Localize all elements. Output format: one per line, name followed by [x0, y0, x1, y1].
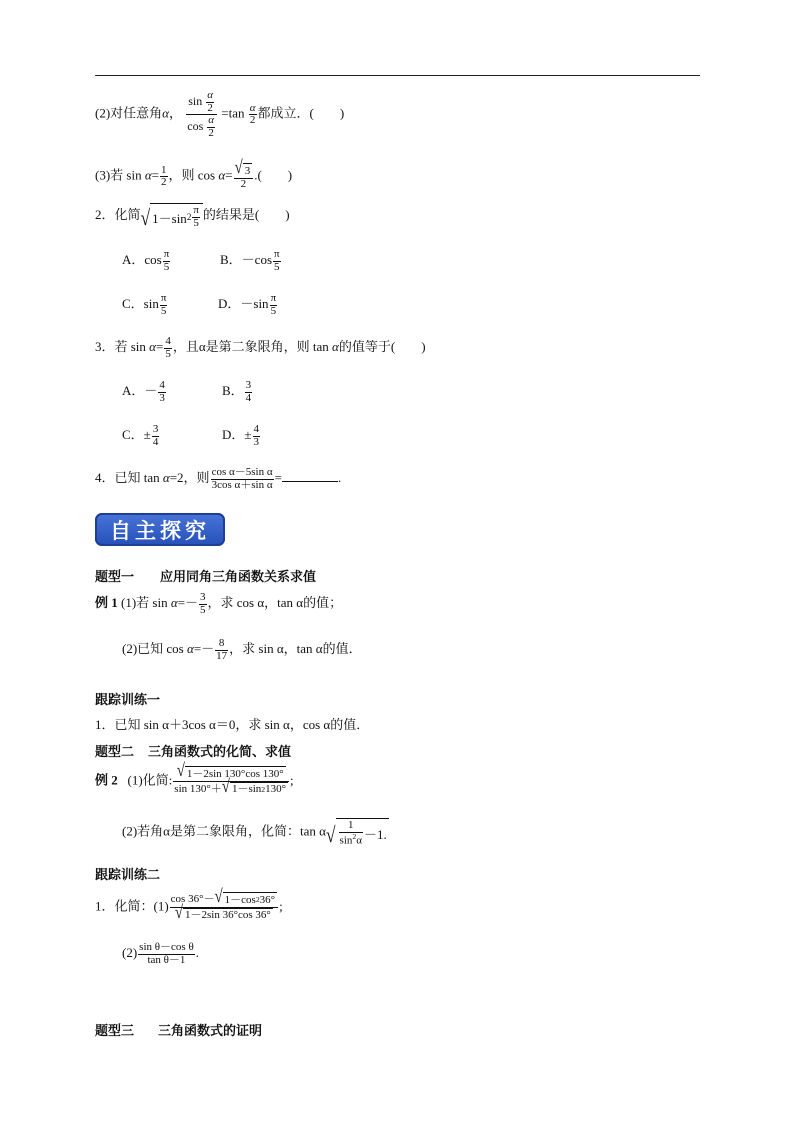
- type-1-title: 题型一 应用同角三角函数关系求值: [95, 569, 317, 584]
- answer-blank[interactable]: [282, 469, 338, 482]
- half-angle-fraction: sin $\frac{\alpha}{2}$ cos $\frac{\alpha}{2}$: [186, 90, 217, 139]
- track-1-item: 1．已知 sin α＋3cos α＝0，求 sin α，cos α的值．: [95, 717, 370, 732]
- q3-option-d: D．± $\frac{4}{3}$: [222, 423, 260, 448]
- question-4: 4．已知 tan α=2，则 $\frac{\text{cos α－5sin α}}{\text{3cos α＋sin α}}$ = .: [95, 466, 342, 491]
- section-badge: 自主探究: [95, 513, 225, 546]
- type-3-title: 题型三 三角函数式的证明: [95, 1023, 263, 1038]
- q3-option-a: A．－ $\frac{4}{3}$: [122, 379, 165, 404]
- track-2-title: 跟踪训练二: [95, 867, 161, 882]
- q3-option-c: C．± $\frac{3}{4}$: [122, 423, 159, 448]
- q2-option-b: B．－cos $\frac{\pi}{5}$: [220, 248, 280, 273]
- track-2-item-2: (2) $\frac{\text{sin θ－cos θ}}{\text{tan θ－1}}$ .: [122, 941, 199, 966]
- q2-option-c: C．sin $\frac{\pi}{5}$: [122, 292, 167, 317]
- example-2-part-1: 例 2 (1)化简: √ 1－2sin 130°cos 130° sin 130°＋ √ 1－sin 2 130° ;: [95, 761, 294, 797]
- question-2: 2．化简 √ 1－sin 2 $\frac{\pi}{5}$ 的结果是( ): [95, 204, 290, 230]
- q1-item-3: (3)若 sin α= $\frac{1}{2}$ ，则 cos α= √ 3 2 .( ): [95, 158, 293, 190]
- example-1-part-1: 例 1 (1)若 sin α=－ $\frac{3}{5}$ ，求 cos α，tan α的值；: [95, 591, 343, 616]
- q3-option-b: B． $\frac{3}{4}$: [222, 379, 252, 404]
- track-2-item-1: 1．化简：(1) cos 36°－ √ 1－cos 2 36° √ 1－2sin 36°cos 36° ;: [95, 887, 283, 923]
- type-2-title: 题型二 三角函数式的化简、求值: [95, 744, 292, 759]
- q2-option-d: D．－sin $\frac{\pi}{5}$: [218, 292, 277, 317]
- question-3: 3．若 sin α= $\frac{4}{5}$ ，且α是第二象限角，则 tan α的值等于( ): [95, 335, 426, 360]
- header-rule: [95, 75, 700, 76]
- q2-option-a: A．cos $\frac{\pi}{5}$: [122, 248, 170, 273]
- track-1-title: 跟踪训练一: [95, 692, 161, 707]
- example-1-part-2: (2)已知 cos α=－ $\frac{8}{17}$ ，求 sin α，tan α的值．: [122, 637, 362, 662]
- q1-item-2: (2)对任意角α， sin $\frac{\alpha}{2}$ cos $\frac{\alpha}{2}$ =tan $\frac{\alpha}{2}$ 都成立．( ): [95, 89, 345, 139]
- example-2-part-2: (2)若角α是第二象限角，化简：tan α √ $\frac{1}{\sin^2\alpha}$ －1.: [122, 819, 387, 848]
